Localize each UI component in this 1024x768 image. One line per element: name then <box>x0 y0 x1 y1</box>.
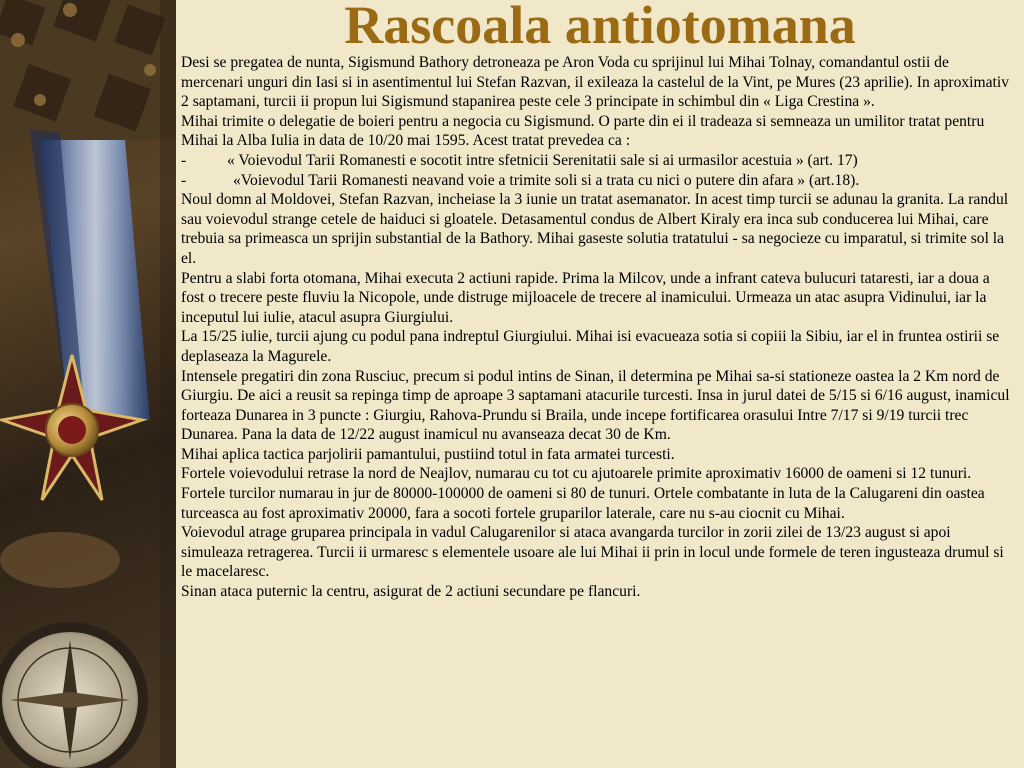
list-dash: - <box>181 151 187 169</box>
paragraph: Fortele voievodului retrase la nord de Neajlov, numarau cu tot cu ajutoarele primite aproximativ 16000 de oameni si 12 tunuri. <box>181 465 972 483</box>
paragraph: Sinan ataca puternic la centru, asigurat de 2 actiuni secundare pe flancuri. <box>181 583 641 601</box>
medal-collage-image <box>0 0 176 768</box>
list-dash: - <box>181 171 187 189</box>
list-item-text: «Voievodul Tarii Romanesti neavand voie a trimite soli si a trata cu nici o putere din afara » (art.18). <box>233 171 860 189</box>
paragraph: Voievodul atrage gruparea principala in vadul Calugarenilor si ataca avangarda turcilor in zorii zilei de 13/23 august si apoi simuleaza retragerea. Turcii ii urmaresc s elementele usoare ale lui Mihai ii prin in locul unde formele de teren ingusteaza drumul si le macelaresc. <box>181 524 1004 581</box>
body-text <box>181 53 1015 602</box>
list-item <box>181 151 1015 171</box>
paragraph: La 15/25 iulie, turcii ajung cu podul pana indreptul Giurgiului. Mihai isi evacueaza sotia si copiii la Sibiu, iar el in fruntea ostirii se deplaseaza la Magurele. <box>181 328 1000 365</box>
paragraph: Mihai trimite o delegatie de boieri pentru a negocia cu Sigismund. O parte din ei il tradeaza si semneaza un umilitor tratat pentru Mihai la Alba Iulia in data de 10/20 mai 1595. Acest tratat prevedea ca : <box>181 112 985 150</box>
paragraph: Pentru a slabi forta otomana, Mihai executa 2 actiuni rapide. Prima la Milcov, unde a infrant cateva bulucuri tataresti, iar a doua a fost o trecere peste fluviu la Nicopole, unde distruge mijloacele de trecere al inamicului. Urmeaza un atac asupra Vidinului, iar la inceputul lui iulie, atacul asupra Giurgiului. <box>181 269 990 326</box>
list-item-text: « Voievodul Tarii Romanesti e socotit intre sfetnicii Serenitatii sale si ai urmasilor acestuia » (art. 17) <box>227 151 858 169</box>
paragraph: Intensele pregatiri din zona Rusciuc, precum si podul intins de Sinan, il determina pe Mihai sa-si stationeze oastea la 2 Km nord de Giurgiu. De aici a reusit sa repinga timp de aproape 3 saptamani atacurile turcesti. Insa in jurul datei de 5/15 si 6/16 august, inamicul forteaza Dunarea in 3 puncte : Giurgiu, Rahova-Prundu si Braila, unde incepe fortificarea orasului Intre 7/17 si 9/19 turcii trec Dunarea. Pana la data de 12/22 august inamicul nu avanseaza decat 30 de Km. <box>181 367 1010 444</box>
list-item <box>181 171 1015 191</box>
paragraph: Noul domn al Moldovei, Stefan Razvan, incheiase la 3 iunie un tratat asemanator. In acest timp turcii se adunau la granita. La randul sau voievodul strange cetele de haiduci si gloatele. Detasamentul condus de Albert Kiraly era inca sub conducerea lui Mihai, care trebuia sa primeasca un sprijin substantial de la Bathory. Mihai gaseste solutia tratatului - sa negocieze cu imparatul, si trimite sol la el. <box>181 191 1009 267</box>
medal-collage-icon <box>0 0 176 768</box>
page-title: Rascoala antiotomana <box>344 0 856 55</box>
paragraph: Mihai aplica tactica parjolirii pamantului, pustiind totul in fata armatei turcesti. <box>181 445 675 463</box>
paragraph: Desi se pregatea de nunta, Sigismund Bathory detroneaza pe Aron Voda cu sprijinul lui Mihai Tolnay, comandantul ostii de mercenari unguri din Iasi si in asentimentul lui Stefan Razvan, il exileaza la castelul de la Vint, pe Mures (23 aprilie). In aproximativ 2 saptamani, turcii ii propun lui Sigismund stapanirea peste cele 3 principate in schimbul din « Liga Crestina ». <box>181 54 1010 111</box>
paragraph: Fortele turcilor numarau in jur de 80000-100000 de oameni si 80 de tunuri. Ortele combatante in luta de la Calugareni din oastea turceasca au fost aproximativ 20000, fara a socoti fortele gruparilor laterale, care nu s-au ciocnit cu Mihai. <box>181 485 985 522</box>
